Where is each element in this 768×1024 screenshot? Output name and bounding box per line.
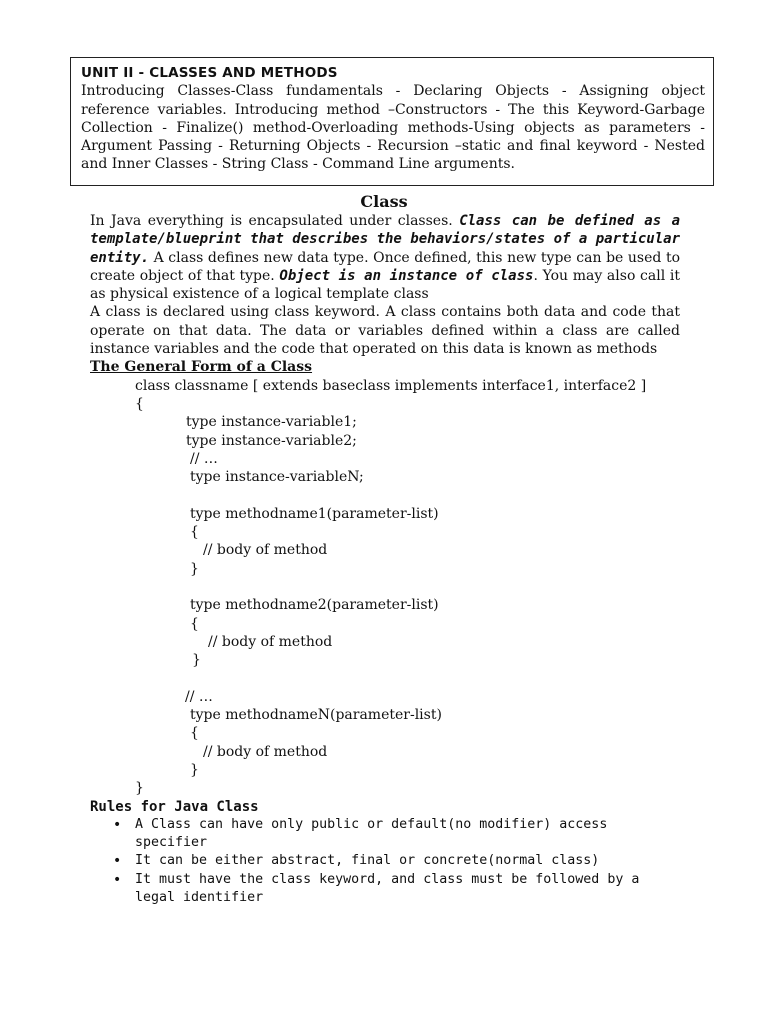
code-line: type methodnameN(parameter-list) bbox=[190, 707, 442, 724]
code-line: // … bbox=[185, 688, 213, 705]
code-line: // body of method bbox=[208, 633, 333, 650]
code-line: } bbox=[192, 652, 201, 669]
list-item: • A Class can have only public or default(no modifier) access specifier bbox=[135, 816, 680, 853]
code-block bbox=[90, 377, 680, 798]
code-line: { bbox=[190, 725, 199, 742]
general-form-title: The General Form of a Class bbox=[90, 359, 313, 376]
code-line: { bbox=[190, 615, 199, 632]
code-line: } bbox=[190, 560, 199, 577]
code-line: { bbox=[190, 524, 199, 541]
main-content bbox=[90, 212, 680, 907]
code-line: // … bbox=[190, 450, 218, 467]
code-line: // body of method bbox=[203, 542, 328, 559]
rules-list bbox=[90, 816, 680, 907]
code-line: } bbox=[190, 761, 199, 778]
rules-title: Rules for Java Class bbox=[90, 798, 259, 815]
unit-title: UNIT II - CLASSES AND METHODS bbox=[81, 65, 338, 81]
code-line bbox=[90, 578, 680, 596]
object-definition: Object is an instance of class bbox=[279, 267, 534, 284]
list-item: • It must have the class keyword, and class must be followed by a legal identifier bbox=[135, 871, 680, 908]
intro-paragraph-2: A class is declared using class keyword. A class contains both data and code that operate on that data. The data or variables defined within a class are called instance variables and the code that operated on this data is known as methods bbox=[90, 304, 680, 358]
intro-text-c: A class defines new data type. Once defined, this new type can be used to create object of that type. bbox=[90, 249, 680, 284]
code-line: type methodname2(parameter-list) bbox=[190, 597, 439, 614]
code-line: class classname [ extends baseclass implements interface1, interface2 ] bbox=[135, 377, 647, 394]
intro-paragraph-1 bbox=[90, 212, 680, 303]
intro-text-a: In Java everything is encapsulated under classes. bbox=[90, 213, 460, 229]
list-item: • It can be either abstract, final or concrete(normal class) bbox=[135, 852, 680, 870]
code-line: type instance-variable2; bbox=[186, 432, 357, 449]
intro-text-e: . You may also call it as physical existence of a logical template class bbox=[90, 267, 680, 303]
syllabus-box bbox=[70, 57, 714, 186]
code-line bbox=[90, 486, 680, 504]
code-line: type instance-variableN; bbox=[190, 469, 364, 486]
code-line bbox=[90, 669, 680, 687]
code-line: type methodname1(parameter-list) bbox=[190, 505, 439, 522]
unit-topics: Introducing Classes-Class fundamentals - Declaring Objects - Assigning object reference variables. Introducing method –Constructors - The this Keyword-Garbage Collection - Finalize() method-Overloading methods-Using objects as parameters - Argument Passing - Returning Objects - Recursion –static and final keyword - Nested and Inner Classes - String Class - Command Line arguments. bbox=[81, 83, 705, 173]
code-line: { bbox=[135, 395, 144, 412]
code-line: // body of method bbox=[203, 743, 328, 760]
code-line: type instance-variable1; bbox=[186, 414, 357, 431]
class-definition: Class can be defined as a template/blueprint that describes the behaviors/states of a particular entity. bbox=[90, 213, 681, 266]
code-line: } bbox=[135, 780, 144, 797]
page-heading: Class bbox=[360, 192, 408, 211]
